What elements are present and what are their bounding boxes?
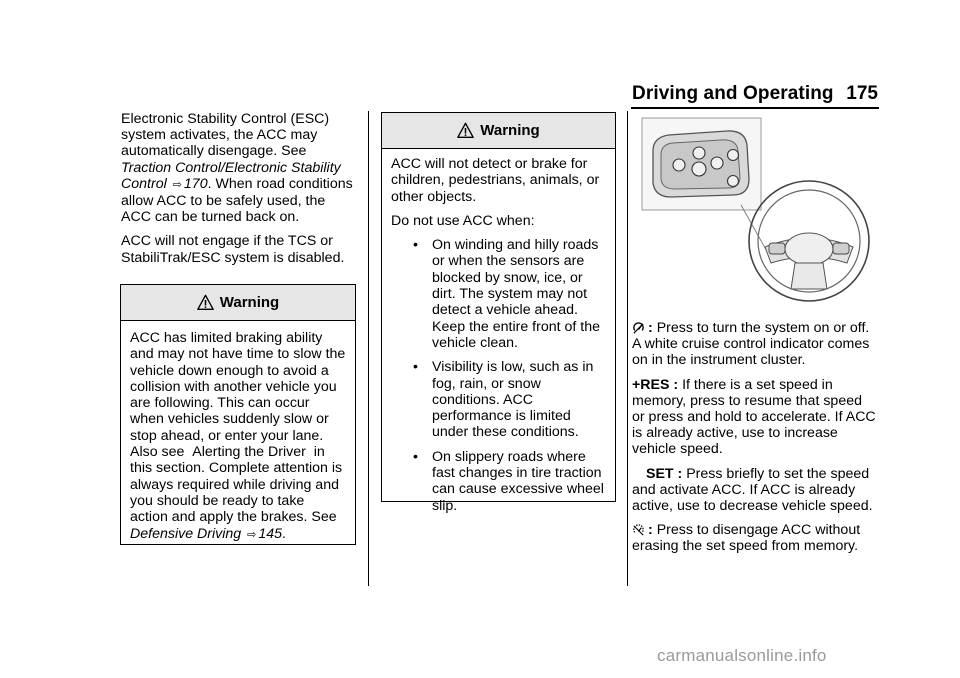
list-item-text: Visibility is low, such as in fog, rain, or snow conditions. ACC performance is limited under these conditions. <box>432 359 594 441</box>
warning-title: Warning <box>480 122 540 139</box>
warning-header <box>382 113 615 149</box>
warning-body <box>382 149 615 514</box>
button-label: : <box>648 320 653 336</box>
column-divider <box>627 111 628 586</box>
text: . <box>282 525 286 542</box>
section-title: Driving and Operating <box>632 83 834 104</box>
page-header <box>632 83 878 107</box>
button-label: +RES : <box>632 376 679 393</box>
description-text: If there is a set speed in memory, press to resume that speed or press and hold to accelerate. If ACC is already active, use to increase vehicle speed. <box>632 376 876 458</box>
text: Electronic Stability Control (ESC) system activates, the ACC may automatically disengage. See <box>121 111 330 160</box>
list-item-text: On winding and hilly roads or when the sensors are blocked by snow, ice, or dirt. The system may not detect a vehicle ahead. Keep the entire front of the vehicle clean. <box>432 237 600 351</box>
page-ref-arrow-icon: ⇨ <box>172 178 182 191</box>
description-on-off <box>632 320 877 369</box>
description-set <box>632 466 877 515</box>
column-left <box>121 111 357 274</box>
column-divider <box>368 111 369 586</box>
list-item-text: On slippery roads where fast changes in tire traction can cause excessive wheel slip. <box>432 448 604 514</box>
bullet-icon: • <box>413 237 418 254</box>
button-label: SET : <box>646 465 683 482</box>
warning-box-detection <box>381 112 616 514</box>
warning-body <box>121 321 355 543</box>
page-ref-arrow-icon: ⇨ <box>247 528 257 541</box>
paragraph-esc <box>121 111 357 225</box>
warning-text <box>130 330 346 543</box>
warning-text: Do not use ACC when: <box>391 212 535 229</box>
cruise-cancel-icon <box>632 524 645 537</box>
page-number: 175 <box>846 83 878 104</box>
bullet-icon: • <box>413 448 418 465</box>
link-page[interactable]: 170 <box>183 175 208 192</box>
steering-wheel-controls-illustration <box>641 117 873 303</box>
paragraph-tcs: ACC will not engage if the TCS or StabiliTrak/ESC system is disabled. <box>121 233 345 266</box>
watermark: carmanualsonline.info <box>657 646 827 665</box>
link-text[interactable]: Traction Control/Electronic Stability Control <box>121 159 341 192</box>
list-item <box>391 359 606 440</box>
link-page[interactable]: 145 <box>258 525 283 542</box>
link-defensive-driving[interactable] <box>130 526 282 542</box>
list-item <box>391 449 606 514</box>
bullet-icon: • <box>413 359 418 376</box>
warning-header <box>121 285 355 321</box>
cruise-on-off-icon <box>632 322 645 335</box>
description-text: Press to disengage ACC without erasing the set speed from memory. <box>632 522 861 555</box>
description-text: Press briefly to set the speed and activate ACC. If ACC is already active, use to decrease vehicle speed. <box>632 465 873 515</box>
warning-box-braking <box>120 284 356 545</box>
button-label: : <box>648 522 653 539</box>
button-descriptions <box>632 320 877 563</box>
warning-text: ACC will not detect or brake for children, pedestrians, animals, or other objects. <box>391 156 600 205</box>
link-text[interactable]: Defensive Driving <box>130 525 242 542</box>
list-item <box>391 237 606 351</box>
text: . When road conditions allow ACC to be safely used, the ACC can be turned back on. <box>121 175 353 226</box>
warning-title: Warning <box>219 294 280 311</box>
text: ACC has limited braking ability and may not have time to slow the vehicle down enough to avoid a collision with another vehicle you are following. This can occur when vehicles suddenly slow or stop ahead, or enter your lane. Also see Alerting the Driver in this section. Complete attention is always required while driving and you should be ready to take action and apply the brakes. See <box>130 330 346 526</box>
description-cancel <box>632 522 877 554</box>
header-rule <box>631 107 879 109</box>
warning-icon <box>197 294 214 311</box>
description-res <box>632 377 877 458</box>
description-text: Press to turn the system on or off. A white cruise control indicator comes on in the instrument cluster. <box>632 320 870 369</box>
warning-icon <box>457 122 474 139</box>
